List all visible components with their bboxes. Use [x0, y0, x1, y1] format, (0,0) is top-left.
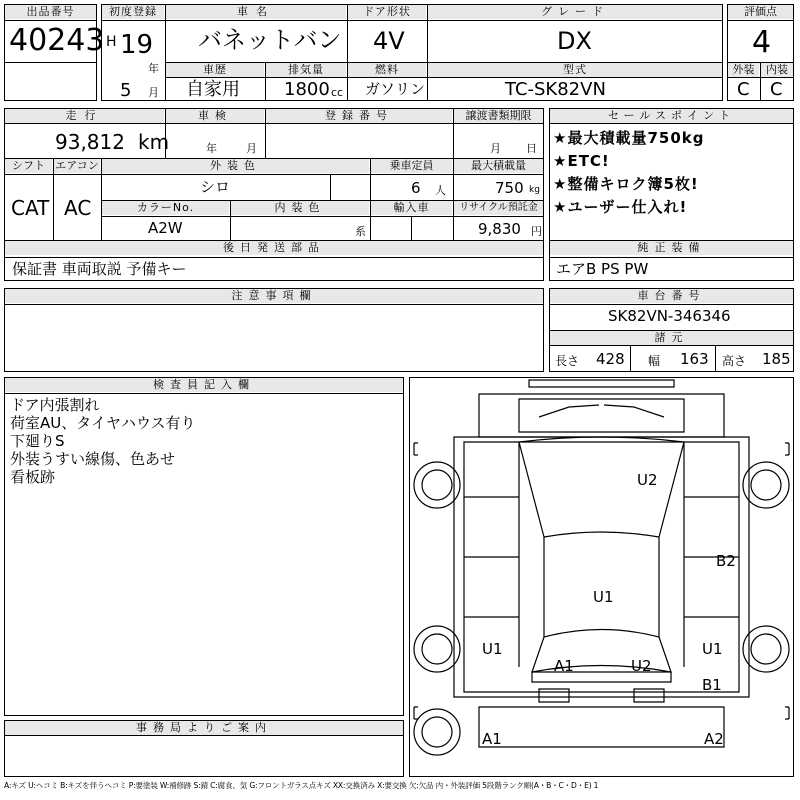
interior-score: C: [770, 79, 783, 100]
era: H: [106, 34, 117, 50]
color-no: A2W: [148, 219, 183, 237]
mileage-unit: km: [138, 130, 170, 154]
model-code: TC-SK82VN: [505, 79, 606, 100]
color-no-header: カラーNo.: [102, 201, 229, 215]
later-parts: 保証書 車両取説 予備キー: [12, 260, 187, 278]
capacity: 6: [411, 179, 421, 197]
car-name: バネットバン: [198, 26, 342, 54]
door-type: 4V: [373, 27, 405, 55]
recycle-fee: 9,830: [478, 220, 521, 238]
sales-point-3: ★整備キロク簿5枚!: [553, 175, 699, 193]
score-header: 評価点: [728, 5, 793, 19]
tire-left-rear: [414, 462, 460, 508]
shift-type: CAT: [11, 196, 50, 220]
shift-header: シフト: [5, 159, 52, 173]
mark-bumper-left: A1: [482, 730, 502, 748]
displacement-unit: cc: [331, 86, 344, 99]
max-load-unit: kg: [529, 185, 540, 195]
year-suffix: 年: [148, 62, 159, 75]
mark-left-front: U1: [482, 640, 503, 658]
lot-number: 40243: [9, 23, 105, 58]
genuine-equipment: エアB PS PW: [556, 260, 649, 278]
exterior-color-header: 外装色: [102, 159, 369, 173]
max-load: 750: [495, 179, 524, 197]
sales-point-1: ★最大積載量750kg: [553, 129, 705, 147]
interior-header: 内装: [761, 63, 793, 77]
fuel-header: 燃料: [348, 63, 426, 77]
exterior-color: シロ: [200, 178, 231, 196]
deadline-month: 月: [490, 142, 501, 155]
legend: A:キズ U:ヘコミ B:キズを伴うヘコミ P:要塗装 W:補修跡 S:錆 C:腐食、気 G:フロントガラス点キズ XX:交換済み X:要交換 欠:欠品 内・外装評価 5段階ランク順(A・B・C・D・E) 1: [4, 781, 599, 790]
deadline-day: 日: [526, 142, 537, 155]
inspector-note-1: ドア内張割れ: [10, 396, 100, 414]
mark-front-left: A1: [554, 657, 574, 675]
interior-color-suffix: 系: [355, 225, 366, 238]
chassis-number: SK82VN-346346: [608, 307, 731, 325]
notes-header: 注意事項欄: [5, 289, 543, 303]
mark-right-side: B2: [716, 552, 736, 570]
ac-type: AC: [64, 196, 92, 220]
lot-no-header: 出品番号: [5, 5, 96, 19]
import-header: 輸入車: [371, 201, 452, 215]
inspector-note-3: 下廻りS: [10, 432, 65, 450]
displacement-header: 排気量: [266, 63, 346, 77]
height-value: 185: [762, 350, 791, 368]
transfer-deadline-header: 譲渡書類期限: [454, 109, 543, 123]
inspection-year: 年: [206, 142, 217, 155]
fuel: ガソリン: [365, 80, 426, 98]
width-label: 幅: [648, 354, 661, 368]
rear-panel: [479, 394, 724, 437]
mark-right-rear-fender: B1: [702, 676, 722, 694]
tire-left-front: [414, 626, 460, 672]
genuine-equip-header: 純正装備: [550, 241, 793, 255]
month-suffix: 月: [148, 86, 159, 99]
ac-header: エアコン: [55, 159, 99, 172]
height-label: 高さ: [722, 354, 747, 368]
recycle-header: リサイクル預託金: [454, 201, 543, 215]
reg-month: 5: [120, 80, 132, 101]
rear-bumper: [529, 380, 674, 387]
history-header: 車歴: [166, 63, 264, 77]
max-load-header: 最大積載量: [454, 159, 543, 173]
mileage-header: 走行: [5, 109, 164, 123]
spare-tire: [414, 709, 460, 755]
car-name-header: 車名: [166, 5, 346, 19]
exterior-header: 外装: [728, 63, 759, 77]
inspector-note-2: 荷室AU、タイヤハウス有り: [10, 414, 196, 432]
width-value: 163: [680, 350, 709, 368]
front-bumper: [479, 707, 724, 747]
roof: [519, 437, 684, 537]
inspection-header: 車検: [166, 109, 264, 123]
later-parts-header: 後日発送部品: [5, 241, 543, 255]
interior-color-header: 内装色: [231, 201, 369, 215]
tire-right-rear: [743, 462, 789, 508]
dimensions-header: 諸元: [550, 331, 793, 345]
capacity-unit: 人: [435, 184, 446, 197]
car-damage-diagram: [409, 377, 794, 777]
mark-right-front: U1: [702, 640, 723, 658]
sales-point-2: ★ETC!: [553, 152, 610, 170]
office-header: 事務局よりご案内: [5, 721, 403, 735]
reg-year: 19: [120, 30, 154, 60]
inspector-note-5: 看板跡: [10, 468, 56, 486]
recycle-unit: 円: [531, 225, 542, 238]
mark-bumper-right: A2: [704, 730, 724, 748]
length-value: 428: [596, 350, 625, 368]
inspector-header: 検査員記入欄: [5, 378, 403, 392]
mark-roof: U2: [637, 471, 658, 489]
grade-header: グレード: [428, 5, 722, 19]
capacity-header: 乗車定員: [371, 159, 452, 173]
inspector-note-4: 外装うすい線傷、色あせ: [10, 450, 176, 468]
grade: DX: [557, 27, 592, 55]
door-type-header: ドア形状: [348, 5, 426, 19]
overall-score: 4: [752, 25, 772, 60]
body-outline: [454, 437, 749, 697]
exterior-score: C: [737, 79, 750, 100]
model-code-header: 型式: [428, 63, 722, 77]
displacement: 1800: [284, 79, 330, 100]
sales-point-4: ★ユーザー仕入れ!: [553, 198, 688, 216]
mileage: 93,812: [55, 130, 125, 154]
tire-right-front: [743, 626, 789, 672]
first-reg-header: 初度登録: [102, 5, 164, 19]
chassis-no-header: 車台番号: [550, 289, 793, 303]
sales-points-header: セールスポイント: [550, 109, 793, 123]
mark-floor: U1: [593, 588, 614, 606]
inspection-month: 月: [246, 142, 257, 155]
car-history: 自家用: [186, 79, 240, 100]
reg-no-header: 登録番号: [266, 109, 452, 123]
length-label: 長さ: [555, 354, 580, 368]
mark-front-right: U2: [631, 657, 652, 675]
